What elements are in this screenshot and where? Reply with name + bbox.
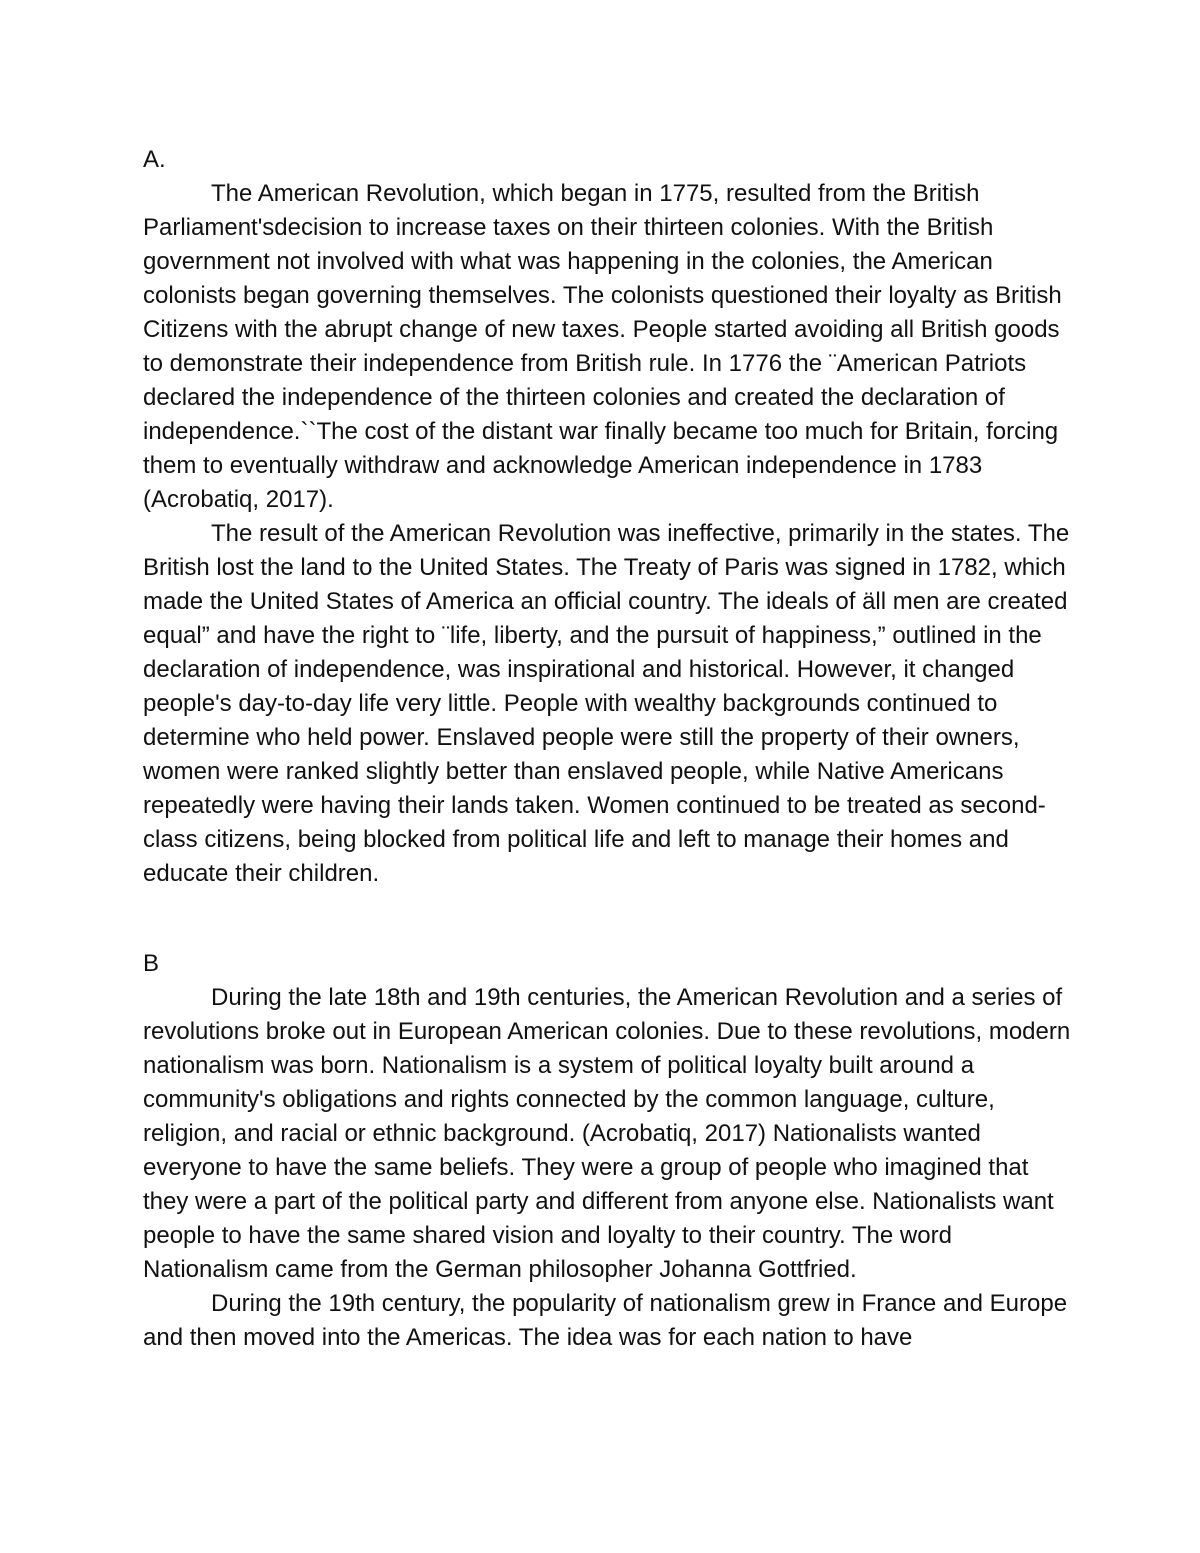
section-a-paragraph-2: The result of the American Revolution was ineffective, primarily in the states. The British lost the land to the United States. The Treaty of Paris was signed in 1782, which made the United States of America an official country. The ideals of äll men are created equal” and have the right to ¨life, liberty, and the pursuit of happiness,” outlined in the declaration of independence, was inspirational and historical. However, it changed people's day-to-day life very little. People with wealthy backgrounds continued to determine who held power. Enslaved people were still the property of their owners, women were ranked slightly better than enslaved people, while Native Americans repeatedly were having their lands taken. Women continued to be treated as second-class citizens, being blocked from political life and left to manage their homes and educate their children. — [143, 520, 1070, 887]
document-body — [143, 143, 1073, 1355]
section-b-label: B — [143, 950, 160, 977]
section-gap — [143, 891, 1073, 925]
section-gap-extra — [143, 925, 1073, 947]
section-a-label: A. — [143, 146, 166, 173]
section-a-paragraph-1: The American Revolution, which began in 1775, resulted from the British Parliament'sdecision to increase taxes on their thirteen colonies. With the British government not involved with what was happening in the colonies, the American colonists began governing themselves. The colonists questioned their loyalty as British Citizens with the abrupt change of new taxes. People started avoiding all British goods to demonstrate their independence from British rule. In 1776 the ¨American Patriots declared the independence of the thirteen colonies and created the declaration of independence.``The cost of the distant war finally became too much for Britain, forcing them to eventually withdraw and acknowledge American independence in 1783 (Acrobatiq, 2017). — [143, 180, 1062, 513]
section-b-paragraph-2: During the 19th century, the popularity of nationalism grew in France and Europe and then moved into the Americas. The idea was for each nation to have — [143, 1290, 1068, 1351]
section-b-paragraph-1: During the late 18th and 19th centuries, the American Revolution and a series of revolutions broke out in European American colonies. Due to these revolutions, modern nationalism was born. Nationalism is a system of political loyalty built around a community's obligations and rights connected by the common language, culture, religion, and racial or ethnic background. (Acrobatiq, 2017) Nationalists wanted everyone to have the same beliefs. They were a group of people who imagined that they were a part of the political party and different from anyone else. Nationalists want people to have the same shared vision and loyalty to their country. The word Nationalism came from the German philosopher Johanna Gottfried. — [143, 984, 1071, 1283]
